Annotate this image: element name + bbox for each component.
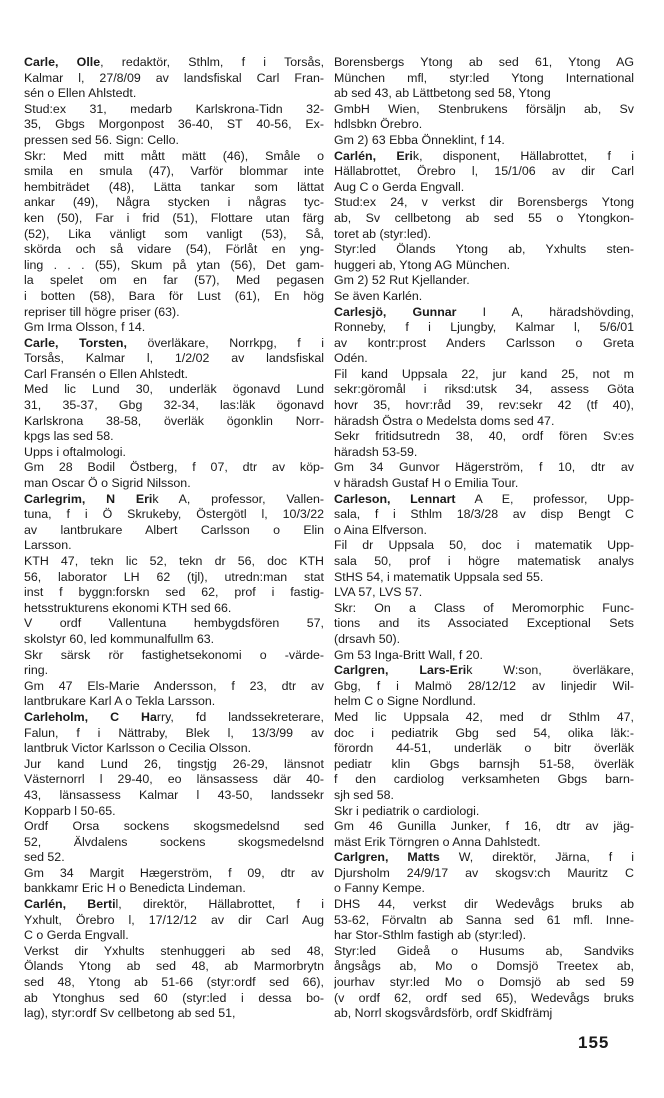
entry-line: toret ab (styr:led). — [334, 226, 432, 241]
entry-line: huggeri ab, Ytong AG München. — [334, 257, 511, 272]
entry-line: o Fanny Kempe. — [334, 881, 425, 896]
entry-line: 35, Gbgs Morgonpost 36-40, ST 40-56, Ex- — [24, 117, 324, 132]
entry-line: bankkamr Eric H o Benedicta Lindeman. — [24, 881, 246, 896]
entry-line: Larsson. — [24, 538, 72, 553]
entry-line: o Aina Elfverson. — [334, 522, 427, 537]
entry — [334, 55, 634, 149]
entry-line: Gm 34 Gunvor Hägerström, f 10, dtr av — [334, 460, 634, 475]
entry-line: ring. — [24, 663, 49, 678]
entry-line: Skr: On a Class of Meromorphic Func- — [334, 600, 634, 615]
entry-line: 56, laborator LH 62 (tjl), utredn:man stat — [24, 569, 324, 584]
entry-line: sala, f i Sthlm 18/3/28 av disp Bengt C — [334, 507, 634, 522]
entry-line: v häradsh Gustaf H o Emilia Tour. — [334, 476, 519, 491]
entry — [334, 305, 634, 492]
entry-line: pediatr klin Gbgs barnsjh 51-58, överläk — [334, 756, 634, 771]
entry-line: ab, Sv cellbetong ab sed 55 o Ytongkon- — [334, 210, 634, 225]
entry-line: KTH 47, tekn lic 52, tekn dr 56, doc KTH — [24, 554, 324, 568]
entry-line: Verkst dir Yxhults stenhuggeri ab sed 48, — [24, 943, 324, 958]
entry-line: f den cardiolog verksamheten Gbgs barn- — [334, 772, 634, 787]
entry-line: helm C o Signe Nordlund. — [334, 694, 476, 709]
entry-line: Carleson, Lennart A E, professor, Upp- — [334, 491, 634, 506]
entry-line: Carlegrim, N Erik A, professor, Vallen- — [24, 491, 324, 506]
entry-line: skörda och så vidare (54), Förlåt en yng- — [24, 242, 324, 257]
entry-line: sekr:göromål i riksd:utsk 34, assess Göta — [334, 382, 634, 397]
entry-line: Styr:led Gideå o Husums ab, Sandviks — [334, 943, 634, 958]
entry-line: Fil dr Uppsala 50, doc i matematik Upp- — [334, 538, 634, 553]
entry-line: repriser till högre priser (63). — [24, 304, 180, 319]
entry-line: Kalmar l, 27/8/09 av landsfiskal Carl Fran- — [24, 70, 324, 85]
entry-line: DHS 44, verkst dir Wedevågs bruks ab — [334, 897, 634, 912]
entry-line: doc i pediatrik Gbg sed 54, olika läk:- — [334, 725, 634, 740]
entry-line: kpgs las sed 58. — [24, 429, 114, 444]
entry-line: tions and its Associated Exceptional Sets — [334, 616, 634, 631]
entry-line: (drsavh 50). — [334, 631, 401, 646]
entry-line: Gbg, f i Malmö 28/12/12 av linjedir Wil- — [334, 678, 634, 693]
entry-line: Gm 47 Els-Marie Andersson, f 23, dtr av — [24, 678, 324, 693]
entry-line: Gm 2) 52 Rut Kjellander. — [334, 273, 470, 288]
headword: Carleson, Lennart — [334, 491, 456, 506]
entry — [334, 850, 634, 1022]
entry-line: man Oscar Ö o Sigrid Nilsson. — [24, 476, 191, 491]
entry-line: Carlén, Bertil, direktör, Hällabrottet, f i — [24, 897, 324, 912]
headword: Carlegrim, N Eri — [24, 491, 153, 506]
entry — [334, 663, 634, 850]
entry-line: Ronneby, f i Ljungby, Kalmar l, 5/6/01 — [334, 320, 634, 335]
entry-line: sed 48, Ytong ab 51-66 (styr:ordf sed 66), — [24, 975, 324, 990]
entry-line: V ordf Vallentuna hembygdsfören 57, — [24, 616, 324, 631]
entry-line: StHS 54, i matematik Uppsala sed 55. — [334, 569, 544, 584]
entry-line: Kopparb l 50-65. — [24, 803, 116, 818]
entry-line: Stud:ex 24, v verkst dir Borensbergs Ytong — [334, 195, 634, 210]
entry-line: (52), Lika vänligt som vanligt (53), Så, — [24, 226, 324, 241]
entry-line: jourhav styr:led Mo o Domsjö ab sed 59 — [334, 975, 634, 990]
entry-line: smila en smula (47), Varför blommar inte — [24, 164, 324, 179]
headword: Carlesjö, Gunnar — [334, 304, 457, 319]
entry-line: 31, 35-37, Gbg 32-34, las:läk ögonavd — [24, 398, 324, 413]
entry-line: sala 50, prof i högre matematisk analys — [334, 554, 634, 568]
entry-line: Västernorrl l 29-40, eo länsassess där 40- — [24, 772, 324, 787]
entry-line: Fil kand Uppsala 22, jur kand 25, not m — [334, 366, 634, 381]
entry-line: mäst Erik Törngren o Anna Dahlstedt. — [334, 834, 541, 849]
entry-line: Carle, Olle, redaktör, Sthlm, f i Torsås, — [24, 55, 324, 69]
left-column — [24, 55, 324, 1022]
entry-line: Gm 46 Gunilla Junker, f 16, dtr av jäg- — [334, 819, 634, 834]
entry-line: la spelet om en far (57), Med pegasen — [24, 273, 324, 288]
entry-line: Carlén, Erik, disponent, Hällabrottet, f i — [334, 148, 634, 163]
entry — [24, 336, 324, 492]
entry-line: Styr:led Ölands Ytong ab, Yxhults sten- — [334, 242, 634, 257]
entry-line: Skr särsk rör fastighetsekonomi o -värde- — [24, 647, 324, 662]
entry-line: hovr 35, hovr:råd 39, rev:sekr 42 (tf 40), — [334, 398, 634, 413]
entry-line: av kontr:prost Anders Carlsson o Greta — [334, 335, 634, 350]
entry-line: inst f byggn:forskn sed 62, prof i fastig- — [24, 585, 324, 600]
entry-line: Torsås, Kalmar l, 1/2/02 av landsfiskal — [24, 351, 324, 366]
entry — [24, 897, 324, 1022]
entry-line: München mfl, styr:led Ytong International — [334, 70, 634, 85]
entry-line: Carleholm, C Harry, fd landssekreterare, — [24, 709, 324, 724]
entry-line: lag), styr:ordf Sv cellbetong ab sed 51, — [24, 1006, 236, 1021]
entry-line: Ordf Orsa sockens skogsmedelsnd sed — [24, 819, 324, 834]
entry-line: tuna, f i Ö Skrukeby, Östergötl l, 10/3/22 — [24, 507, 324, 522]
entry-line: 43, länsassess Kalmar l 43-50, landssekr — [24, 787, 324, 802]
entry-line: Carlesjö, Gunnar I A, häradshövding, — [334, 304, 634, 319]
entry-line: Carle, Torsten, överläkare, Norrkpg, f i — [24, 335, 324, 350]
entry-line: Karlskrona 38-58, överläk ögonklin Norr- — [24, 413, 324, 428]
entry-line: Gm 53 Inga-Britt Wall, f 20. — [334, 647, 483, 662]
entry — [334, 149, 634, 305]
page-number: 155 — [578, 1033, 610, 1052]
entry-line: Falun, f i Nättraby, Blek l, 13/3/99 av — [24, 725, 324, 740]
entry-line: Carl Fransén o Ellen Ahlstedt. — [24, 366, 188, 381]
headword: Carlén, Berti — [24, 897, 116, 912]
entry-line: Med lic Uppsala 42, med dr Sthlm 47, — [334, 709, 634, 724]
entry-line: GmbH Wien, Stenbrukens försäljn ab, Sv — [334, 101, 634, 116]
entry-line: Djursholm 24/9/17 av skogsv:ch Mauritz C — [334, 865, 634, 880]
entry — [24, 492, 324, 710]
entry-line: Gm 28 Bodil Östberg, f 07, dtr av köp- — [24, 460, 324, 475]
entry-line: Carlgren, Matts W, direktör, Järna, f i — [334, 850, 634, 865]
entry-line: häradsh 53-59. — [334, 444, 418, 459]
entry-line: Hällabrottet, Örebro l, 15/1/06 av dir Carl — [334, 164, 634, 179]
headword: Carle, Torsten, — [24, 335, 127, 350]
right-column — [334, 55, 634, 1022]
entry-line: 53-62, Förvaltn ab Sanna sed 61 mfl. Inne- — [334, 912, 634, 927]
entry-line: ångsågs ab, Mo o Domsjö Treetex ab, — [334, 959, 634, 974]
entry-line: ab sed 43, ab Lättbetong sed 58, Ytong — [334, 86, 551, 101]
headword: Carlén, Eri — [334, 148, 413, 163]
entry-line: sjh sed 58. — [334, 787, 394, 802]
entry-line: Skr i pediatrik o cardiologi. — [334, 803, 480, 818]
entry-line: förordn 44-51, underläk o bitr överläk — [334, 741, 634, 756]
headword: Carlgren, Lars-Eri — [334, 663, 467, 678]
entry-line: Se även Karlén. — [334, 288, 423, 303]
entry-line: lantbruk Victor Karlsson o Cecilia Olsson. — [24, 741, 252, 756]
entry-line: Ölands Ytong ab sed 48, ab Marmorbrytn — [24, 959, 324, 974]
entry-line: hdlsbkn Örebro. — [334, 117, 423, 132]
entry-line: av lantbrukare Albert Carlsson o Elin — [24, 522, 324, 537]
entry-line: hetsstrukturens ekonomi KTH sed 66. — [24, 600, 232, 615]
entry-line: Med lic Lund 30, underläk ögonavd Lund — [24, 382, 324, 397]
entry-line: ling . . . (55), Skum på ytan (56), Det gam- — [24, 257, 324, 272]
entry-line: i botten (58), Bara för Lust (61), En hög — [24, 288, 324, 303]
entry-line: ab Ytonghus sed 60 (styr:led i dessa bo- — [24, 990, 324, 1005]
headword: Carleholm, C Ha — [24, 709, 157, 724]
entry-line: häradsh Östra o Medelsta doms sed 47. — [334, 413, 555, 428]
entry-line: 52, Älvdalens sockens skogsmedelsnd — [24, 834, 324, 849]
entry-line: Sekr fritidsutredn 38, 40, ordf fören Sv:es — [334, 429, 634, 444]
entry — [24, 55, 324, 336]
entry-line: Upps i oftalmologi. — [24, 444, 126, 459]
headword: Carle, Olle — [24, 55, 101, 69]
entry — [24, 710, 324, 897]
headword: Carlgren, Matts — [334, 850, 440, 865]
entry-line: skolstyr 60, led kommunalfullm 63. — [24, 631, 215, 646]
entry-line: Gm 34 Margit Hægerström, f 09, dtr av — [24, 865, 324, 880]
entry-line: Stud:ex 31, medarb Karlskrona-Tidn 32- — [24, 101, 324, 116]
entry-line: LVA 57, LVS 57. — [334, 585, 423, 600]
entry-line: ankar (49), Några stycken i någras tyc- — [24, 195, 324, 210]
entry-line: Aug C o Gerda Engvall. — [334, 179, 465, 194]
entry-line: Yxhult, Örebro l, 17/12/12 av dir Carl Aug — [24, 912, 324, 927]
entry-line: Gm Irma Olsson, f 14. — [24, 320, 146, 335]
entry-line: C o Gerda Engvall. — [24, 928, 129, 943]
entry-line: har Stor-Sthlm fastigh ab (styr:led). — [334, 928, 527, 943]
entry-line: lantbrukare Karl A o Tekla Larsson. — [24, 694, 216, 709]
entry-line: Odén. — [334, 351, 368, 366]
entry-line: Borensbergs Ytong ab sed 61, Ytong AG — [334, 55, 634, 69]
entry — [334, 492, 634, 664]
entry-line: pressen sed 56. Sign: Cello. — [24, 132, 179, 147]
entry-line: Jur kand Lund 26, tingstjg 26-29, länsnot — [24, 756, 324, 771]
entry-line: Skr: Med mitt mått mätt (46), Smålе о — [24, 148, 324, 163]
entry-line: ab, Norrl skogsvårdsförb, ordf Skidfrämj — [334, 1006, 553, 1021]
entry-line: hembiträdet (48), Lätta tankar som lättat — [24, 179, 324, 194]
entry-line: ken (50), Far i frid (51), Flottare utan färg — [24, 210, 324, 225]
entry-line: sén o Ellen Ahlstedt. — [24, 86, 137, 101]
entry-line: (v ordf 62, ordf sed 65), Wedevågs bruks — [334, 990, 634, 1005]
entry-line: sed 52. — [24, 850, 65, 865]
entry-line: Gm 2) 63 Ebba Önneklint, f 14. — [334, 132, 505, 147]
entry-line: Carlgren, Lars-Erik W:son, överläkare, — [334, 663, 634, 678]
